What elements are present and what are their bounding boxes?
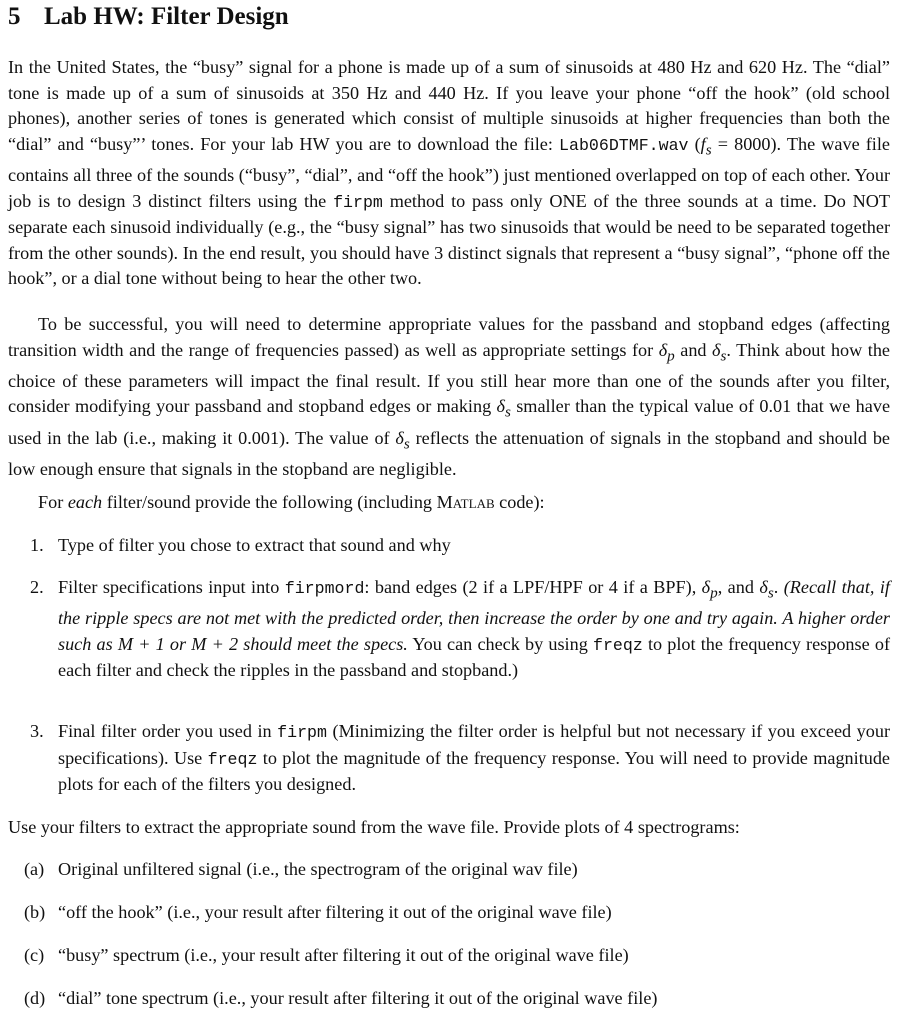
section-title: Lab HW: Filter Design [44, 3, 289, 30]
spectrogram-intro: Use your filters to extract the appropriate sound from the wave file. Provide plots of 4 spectrograms: [8, 817, 740, 837]
list-item [30, 533, 890, 559]
text-run: For [38, 492, 68, 512]
text-run: = 8000). The wave file contains all three of the sounds (“busy”, “dial”, and “off the hook”) just mentioned overlapped on top of each other. Your job is to design 3 distinct filters using the [8, 133, 890, 211]
math-symbol: δ [712, 339, 721, 360]
text-run: ( [688, 133, 701, 154]
math-symbol: f [700, 133, 706, 154]
function-code: freqz [592, 635, 643, 655]
text-run: code): [494, 492, 545, 512]
text-run: . Think about how the choice of these parameters will impact the final result. If you still hear more than one of the sounds after you filter, consider modifying your passband and stopband edges or making [8, 339, 890, 417]
math-subscript: s [403, 435, 410, 453]
sublist-label: (d) [24, 988, 46, 1008]
function-code: freqz [207, 749, 258, 769]
text-run: Filter specifications input into [58, 577, 285, 597]
text-run: , and [717, 577, 760, 597]
section-heading [8, 0, 289, 34]
text-run: to plot the frequency response of each filter and check the ripples in the passband and stopband.) [58, 633, 890, 681]
text-run: : band edges (2 if a LPF/HPF or 4 if a BPF), [364, 577, 702, 597]
text-run: You can check by using [407, 633, 593, 654]
sublist-text: “busy” spectrum (i.e., your result after filtering it out of the original wave file) [58, 945, 629, 965]
requirements-intro [8, 490, 890, 516]
math-subscript: p [710, 584, 718, 602]
sublist-item [24, 943, 890, 969]
section-number: 5 [8, 3, 21, 30]
math-subscript: s [705, 141, 712, 159]
math-symbol: δ [658, 339, 668, 360]
sublist-item [24, 986, 890, 1012]
sublist-text: “off the hook” (i.e., your result after filtering it out of the original wave file) [58, 902, 612, 922]
text-run: In the United States, the “busy” signal for a phone is made up of a sum of sinusoids at 480 Hz and 620 Hz. The “dial” tone is made up of a sum of sinusoids at 350 Hz and 440 Hz. If you leave your phone “off the hook” (old school phones), another series of tones is generated which consist of multiple sinusoids at higher frequencies than both the “dial” and “busy”’ tones. For your lab HW you are to download the file: [8, 57, 890, 154]
list-item-text: Type of filter you chose to extract that sound and why [58, 535, 451, 555]
math-symbol: δ [759, 577, 768, 597]
text-run: reflects the attenuation of signals in the stopband and should be low enough ensure that signals in the stopband are negligible. [8, 427, 890, 479]
text-run: method to pass only ONE of the three sounds at a time. Do NOT separate each sinusoid individually (e.g., the “busy signal” has two sinusoids that would be need to be separated together from the other sounds). In the end result, you should have 3 distinct signals that represent a “busy signal”, “phone off the hook”, or a dial tone without being to hear the other two. [8, 190, 890, 289]
filename-code: Lab06DTMF.wav [559, 135, 689, 155]
math-subscript: s [720, 347, 727, 365]
text-run: Final filter order you used in [58, 721, 278, 741]
list-item [30, 575, 890, 684]
math-symbol: δ [395, 427, 404, 448]
sublist-label: (a) [24, 859, 45, 879]
intro-paragraph [8, 55, 890, 292]
function-code: firpm [333, 192, 383, 212]
list-number: 3. [30, 721, 44, 741]
text-run: and [674, 339, 713, 360]
list-item [30, 719, 890, 798]
sublist-item [24, 900, 890, 926]
math-subscript: s [504, 404, 511, 422]
text-run: . [773, 577, 784, 597]
sublist-text: Original unfiltered signal (i.e., the spectrogram of the original wav file) [58, 859, 578, 879]
instructions-paragraph [8, 312, 890, 482]
text-run: filter/sound provide the following (including [102, 492, 437, 512]
sublist-label: (c) [24, 945, 45, 965]
text-run: (Minimizing the filter order is helpful but not necessary if you exceed your specifications). Use [58, 721, 891, 768]
text-run: To be successful, you will need to determine appropriate values for the passband and stopband edges (affecting transition width and the range of frequencies passed) as well as appropriate settings for [8, 314, 890, 360]
math-symbol: δ [701, 577, 711, 597]
matlab-name: Matlab [436, 492, 495, 512]
math-symbol: δ [496, 396, 505, 417]
list-number: 1. [30, 535, 44, 555]
italic-note: (Recall that, if the ripple specs are not met with the predicted order, then increase the order by one and try again. A higher order such as M + 1 or M + 2 should meet the specs. [58, 577, 890, 654]
sublist-label: (b) [24, 902, 46, 922]
math-subscript: p [667, 347, 675, 365]
function-code: firpmord [284, 579, 365, 598]
sublist-text: “dial” tone spectrum (i.e., your result after filtering it out of the original wave file) [58, 988, 658, 1008]
emphasis: each [67, 492, 103, 512]
text-run: to plot the magnitude of the frequency response. You will need to provide magnitude plots for each of the filters you designed. [58, 747, 891, 795]
function-code: firpm [277, 723, 327, 742]
text-run: smaller than the typical value of 0.01 that we have used in the lab (i.e., making it 0.001). The value of [8, 396, 891, 448]
math-subscript: s [767, 584, 774, 602]
list-item-text [58, 575, 890, 684]
sublist-item [24, 857, 890, 883]
list-item-text [58, 719, 890, 798]
list-number: 2. [30, 577, 44, 597]
